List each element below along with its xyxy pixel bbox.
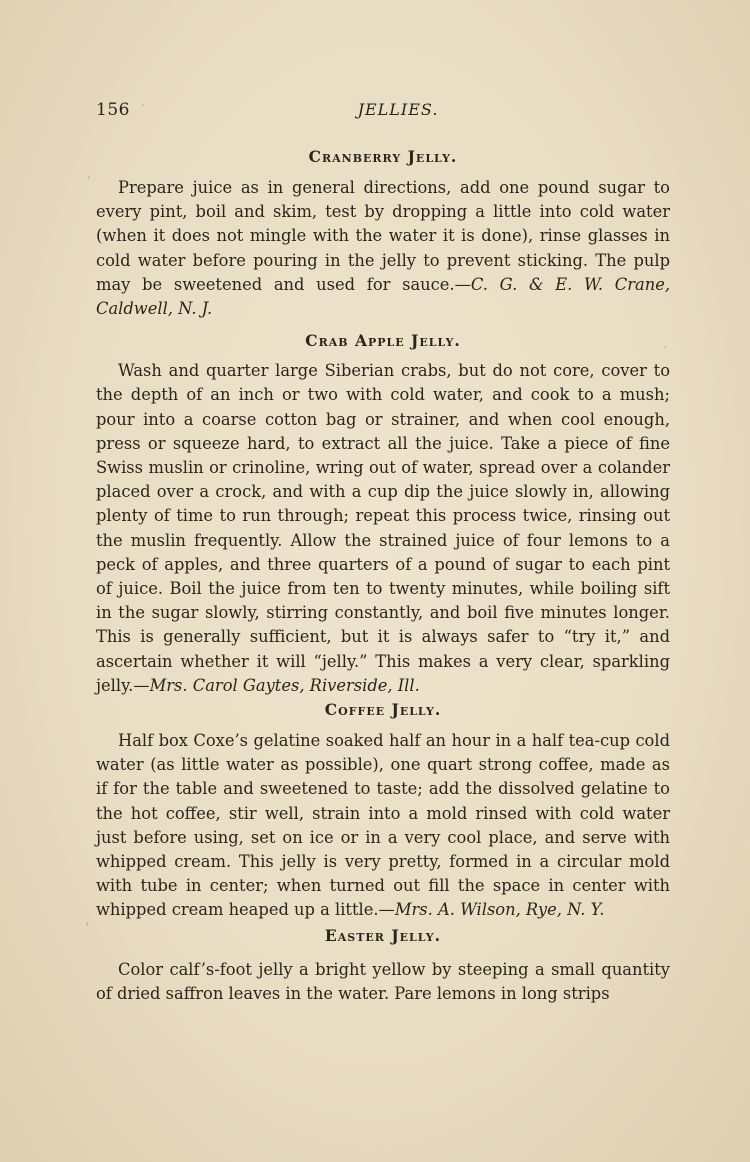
running-head <box>96 92 670 132</box>
recipe-title: Cranberry Jelly. <box>308 147 458 166</box>
paper-speck <box>88 176 90 179</box>
recipe-title: Easter Jelly. <box>324 925 442 945</box>
recipe-text <box>96 729 670 923</box>
recipe-credit: C. G. & E. W. Crane, Caldwell, N. J. <box>96 274 670 319</box>
recipe-text-body: Prepare juice as in general directions, add one pound sugar to every pint, boil and skim, test by dropping a little into cold water (when it does not mingle with the water it is done), rinse glasses in cold water before pouring in the jelly to prevent sticking. The pulp may be sweetened and used for sauce.— <box>96 178 670 294</box>
recipe-credit: Mrs. A. Wilson, Rye, N. Y. <box>394 900 605 920</box>
recipe-title: Coffee Jelly. <box>324 700 442 720</box>
recipe-text-body: Half box Coxe’s gelatine soaked half an hour in a half tea-cup cold water (as little water as possible), one quart strong coffee, made as if for the table and sweetened to taste; add the dissolved gelatine to the hot coffee, stir well, strain into a mold rinsed with cold water just before using, set on ice or in a very cool place, and serve with whipped cream. This jelly is very pretty, formed in a circular mold with tube in center; when turned out fill the space in center with whipped cream heaped up a little.— <box>96 731 670 920</box>
running-title: JELLIES. <box>357 100 439 119</box>
recipe-title: Crab Apple Jelly. <box>305 331 461 351</box>
page-number: 156 <box>96 100 130 120</box>
recipe-text <box>96 359 670 698</box>
recipe-text <box>96 176 670 321</box>
paper-speck <box>86 922 88 926</box>
recipe-text-body: Wash and quarter large Siberian crabs, but do not core, cover to the depth of an inch or two with cold water, and cook to a mush; pour into a coarse cotton bag or strainer, and when cool enough, press or squeeze hard, to extract all the juice. Take a piece of fine Swiss muslin or crinoline, wring out of water, spread over a colander placed over a crock, and with a cup dip the juice slowly in, allowing plenty of time to run through; repeat this process twice, rinsing out the muslin frequently. Allow the strained juice of four lemons to a peck of apples, and three quarters of a pound of sugar to each pint of juice. Boil the juice from ten to twenty minutes, while boiling sift in the sugar slowly, stirring constantly, and boil five minutes longer. This is generally sufficient, but it is always safer to “try it,” and ascertain whether it will “jelly.” This makes a very clear, sparkling jelly.— <box>96 361 670 695</box>
recipe-text <box>96 958 670 1006</box>
recipe-credit: Mrs. Carol Gaytes, Riverside, Ill. <box>149 675 420 695</box>
recipe-text-body: Color calf’s-foot jelly a bright yellow by steeping a small quantity of dried saffron leaves in the water. Pare lemons in long strips <box>96 959 670 1003</box>
book-page <box>96 92 670 1006</box>
